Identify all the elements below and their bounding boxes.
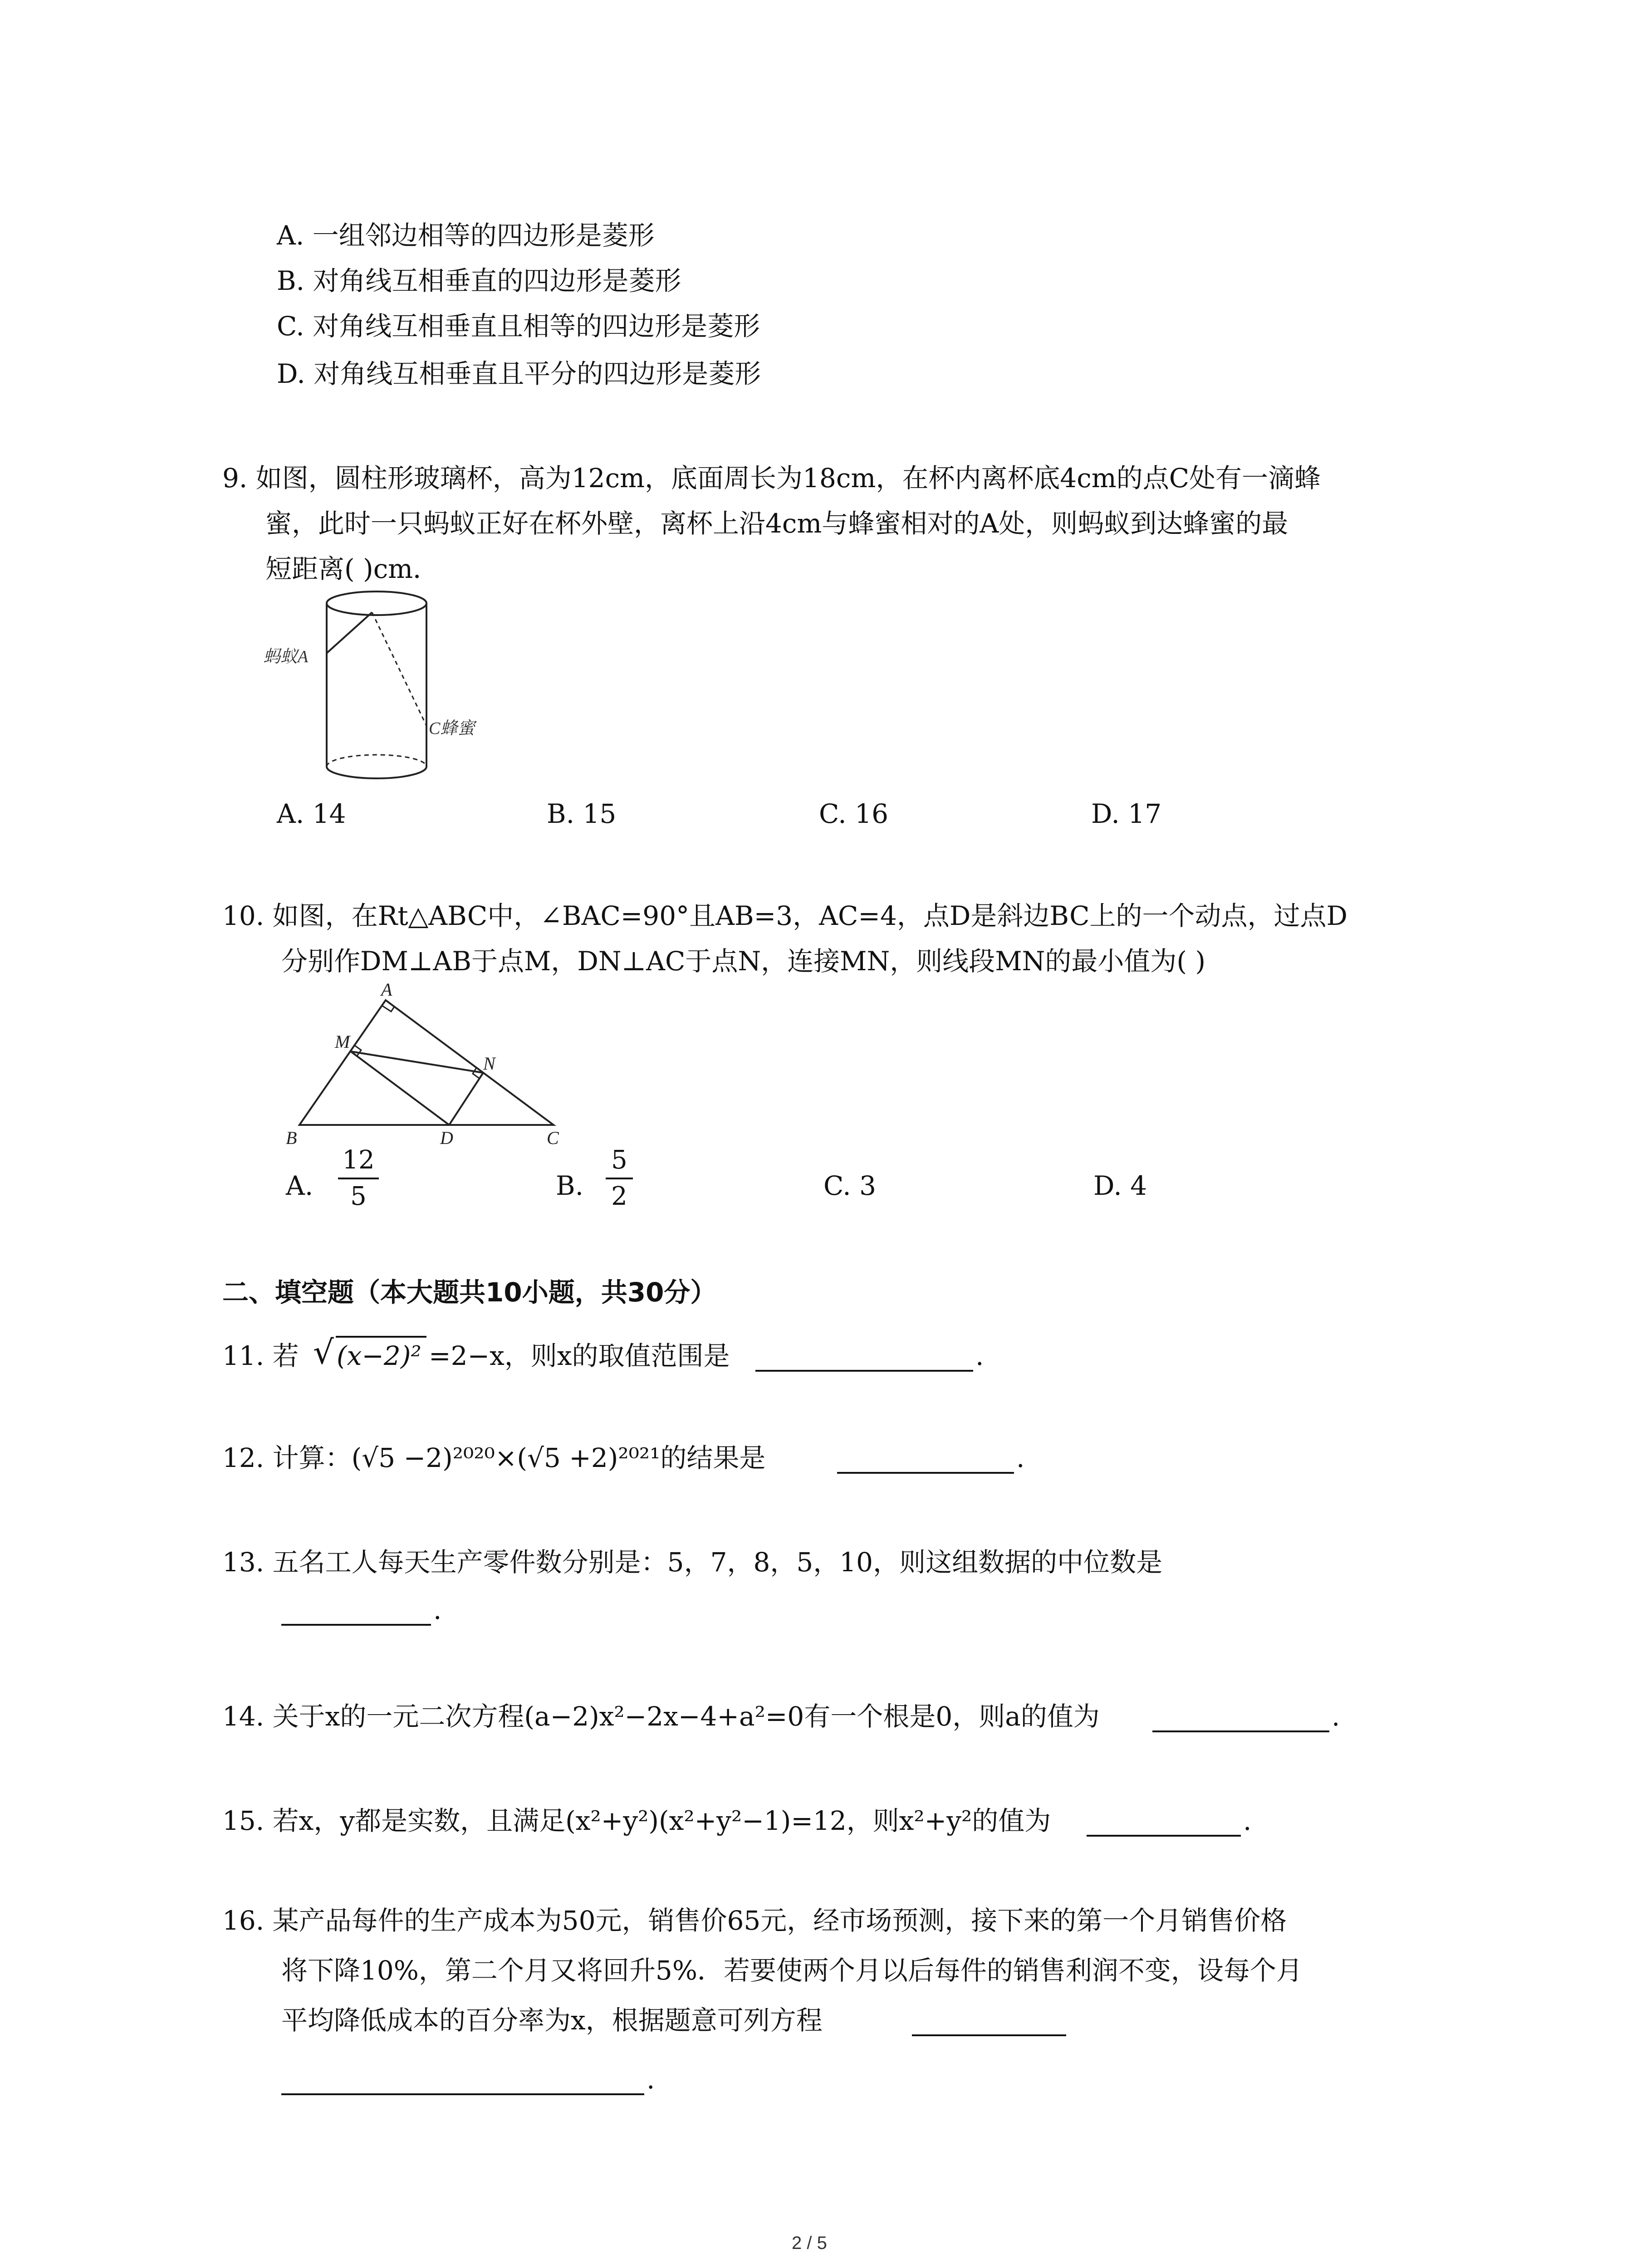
- fraction-denominator: 2: [611, 1182, 627, 1211]
- q10-option-c: C. 3: [823, 1170, 877, 1201]
- sqrt-sign: √: [313, 1333, 334, 1371]
- segment-dn: [449, 1073, 483, 1125]
- q8-option-b: B. 对角线互相垂直的四边形是菱形: [277, 265, 681, 296]
- segment-dm: [351, 1051, 449, 1125]
- q11-prefix: 11. 若: [222, 1340, 299, 1371]
- q8-option-c: C. 对角线互相垂直且相等的四边形是菱形: [277, 311, 760, 342]
- q9-line-1: 9. 如图，圆柱形玻璃杯，高为12cm，底面周长为18cm，在杯内离杯底4cm的点C处有一滴蜂: [222, 463, 1321, 494]
- q15-period: .: [1243, 1805, 1252, 1836]
- q9-option-b: B. 15: [547, 798, 617, 829]
- fraction-numerator: 5: [611, 1145, 627, 1175]
- q9-option-a: A. 14: [277, 798, 346, 829]
- q12-text: 12. 计算：(√5 −2)²⁰²⁰×(√5 +2)²⁰²¹的结果是: [222, 1442, 766, 1473]
- ant-label: 蚂蚁A: [263, 647, 309, 666]
- q10-option-a-label: A.: [286, 1170, 314, 1201]
- cylinder-top-ellipse: [327, 591, 426, 615]
- fraction-bar: [606, 1178, 633, 1179]
- q9-line-2: 蜜，此时一只蚂蚁正好在杯外壁，离杯上沿4cm与蜂蜜相对的A处，则蚂蚁到达蜂蜜的最: [265, 508, 1288, 539]
- q8-option-d: D. 对角线互相垂直且平分的四边形是菱形: [277, 358, 761, 389]
- q14-period: .: [1332, 1701, 1340, 1732]
- sqrt-vinculum: [336, 1336, 426, 1338]
- q9-option-c: C. 16: [819, 798, 888, 829]
- label-n: N: [483, 1053, 495, 1074]
- q10-line-1: 10. 如图，在Rt△ABC中，∠BAC=90°且AB=3，AC=4，点D是斜边BC上的一个动点，过点D: [222, 900, 1347, 931]
- q13-answer-blank[interactable]: [281, 1624, 431, 1626]
- cylinder-bottom-front: [327, 767, 426, 778]
- q10-option-a-fraction: [338, 1145, 379, 1211]
- cylinder-figure: [254, 585, 508, 789]
- q16-line-2: 将下降10%，第二个月又将回升5%．若要使两个月以后每件的销售利润不变，设每个月: [281, 1955, 1303, 1986]
- q11-period: .: [975, 1340, 984, 1371]
- label-c: C: [547, 1128, 559, 1148]
- q8-option-a: A. 一组邻边相等的四边形是菱形: [277, 220, 655, 251]
- q12-period: .: [1016, 1442, 1025, 1473]
- q16-answer-blank-1[interactable]: [912, 2034, 1066, 2036]
- honey-label: C蜂蜜: [429, 719, 475, 738]
- cylinder-bottom-back: [327, 755, 426, 767]
- fraction-numerator: 12: [342, 1145, 375, 1175]
- q15-text: 15. 若x，y都是实数，且满足(x²+y²)(x²+y²−1)=12，则x²+y²的值为: [222, 1805, 1051, 1836]
- q11-suffix: =2−x，则x的取值范围是: [429, 1340, 730, 1371]
- q16-period: .: [647, 2064, 655, 2095]
- label-b: B: [286, 1128, 297, 1148]
- fraction-bar: [338, 1178, 379, 1179]
- label-m: M: [335, 1031, 350, 1052]
- fraction-denominator: 5: [350, 1182, 367, 1211]
- q12-answer-blank[interactable]: [837, 1472, 1014, 1474]
- label-d: D: [440, 1128, 453, 1148]
- q14-answer-blank[interactable]: [1152, 1730, 1329, 1732]
- q10-option-b-fraction: [606, 1145, 633, 1211]
- q14-text: 14. 关于x的一元二次方程(a−2)x²−2x−4+a²=0有一个根是0，则a的值为: [222, 1701, 1100, 1732]
- q10-option-b-label: B.: [556, 1170, 584, 1201]
- q9-option-d: D. 17: [1091, 798, 1162, 829]
- q13-period: .: [433, 1594, 442, 1625]
- q16-line-1: 16. 某产品每件的生产成本为50元，销售价65元，经市场预测，接下来的第一个月销售价格: [222, 1905, 1287, 1936]
- q11-answer-blank[interactable]: [755, 1370, 973, 1372]
- q10-line-2: 分别作DM⊥AB于点M，DN⊥AC于点N，连接MN，则线段MN的最小值为( ): [281, 946, 1206, 977]
- ant-path-solid: [327, 612, 372, 653]
- label-a: A: [381, 980, 392, 1000]
- q15-answer-blank[interactable]: [1087, 1835, 1241, 1837]
- section-2-title: 二、填空题（本大题共10小题，共30分）: [222, 1277, 717, 1308]
- q9-line-3: 短距离( )cm．: [265, 553, 440, 584]
- q13-line-1: 13. 五名工人每天生产零件数分别是：5，7，8，5，10，则这组数据的中位数是: [222, 1547, 1163, 1578]
- ant-path-dashed: [372, 612, 426, 726]
- segment-mn: [351, 1051, 483, 1073]
- triangle-figure: [277, 980, 567, 1148]
- q10-option-d: D. 4: [1093, 1170, 1147, 1201]
- q16-line-3: 平均降低成本的百分率为x，根据题意可列方程: [281, 2005, 823, 2036]
- q11-radicand: (x−2)²: [337, 1340, 421, 1371]
- page-number: 2 / 5: [792, 2233, 827, 2253]
- triangle-abc: [299, 1000, 554, 1125]
- q16-answer-blank-2[interactable]: [281, 2093, 644, 2095]
